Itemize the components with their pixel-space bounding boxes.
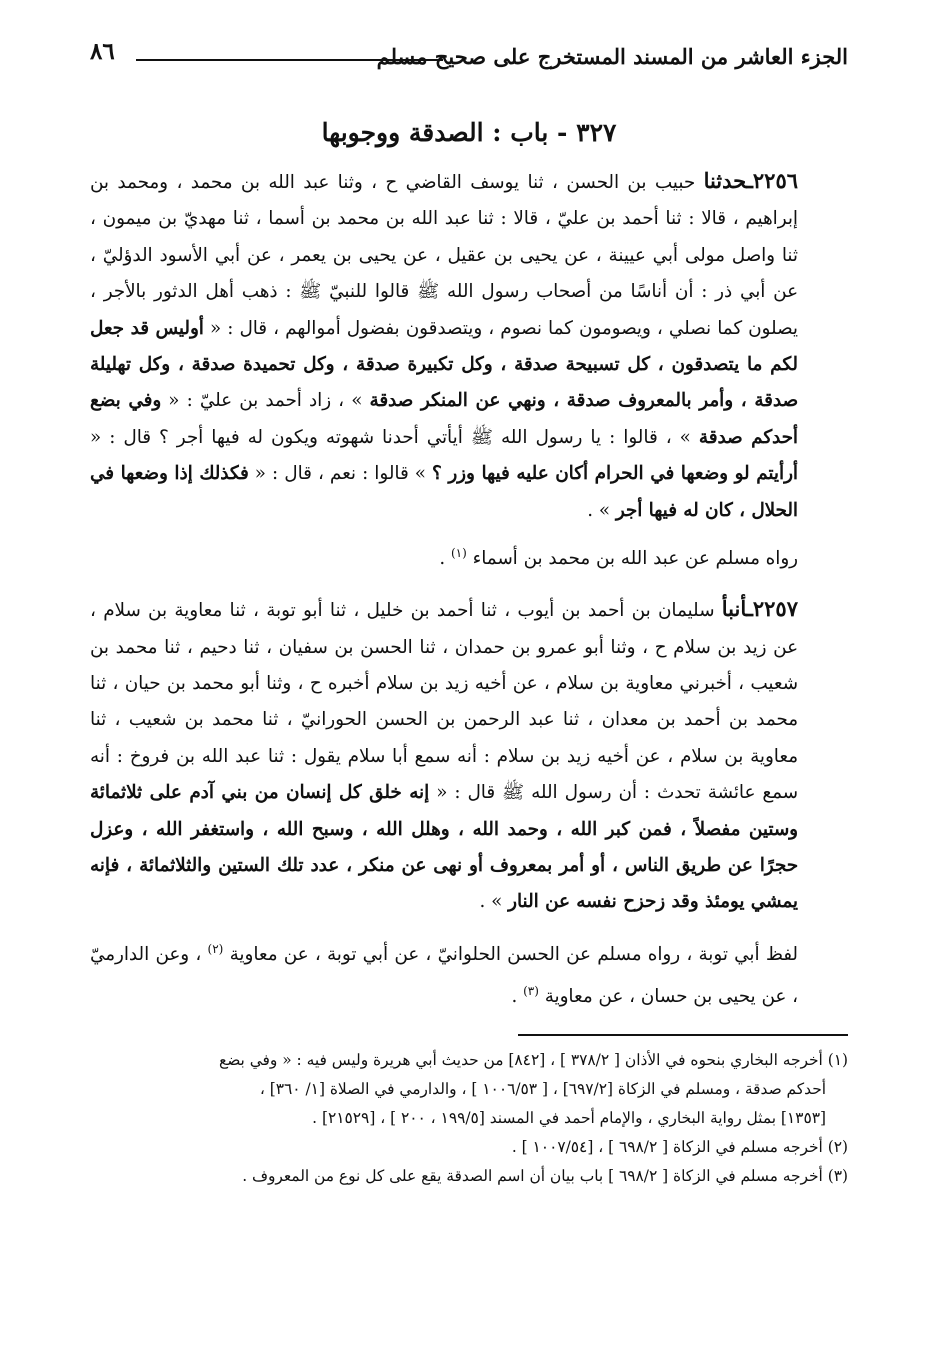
footnotes — [90, 1046, 848, 1191]
footnote-1-cont — [90, 1104, 848, 1133]
hadith-quote-bold: إنه خلق كل إنسان من بني آدم على ثلاثمائة وستين مفصلاً ، فمن كبر الله ، وحمد الله ، وهلل الله ، وسبح الله ، واستغفر الله ، وعزل حجرًا عن طريق الناس ، أو أمر بمعروف أو نهى عن منكر ، عدد تلك الستين والثلاثمائة ، فإنه يمشي يومئذ وقد زحزح نفسه عن النار — [90, 782, 798, 913]
hadith-quote-bold: وفي بضع أحدكم صدقة — [90, 390, 799, 448]
footnote-2 — [90, 1133, 848, 1162]
hadith-text: » ، قالوا : يا رسول الله ﷺ أيأتي أحدنا شهوته ويكون له فيها أجر ؟ قال : « — [90, 426, 699, 448]
riwaya-end: . — [439, 548, 451, 570]
riwaya-end: . — [511, 986, 524, 1008]
footnote-3 — [90, 1162, 848, 1191]
page-number: ٨٦ — [90, 38, 115, 65]
riwaya-text: ، وعن الدارميّ ، عن يحيى بن حسان ، عن معاوية — [90, 943, 798, 1008]
riwaya-note-2 — [90, 931, 848, 1016]
hadith-text: سليمان بن أحمد بن أيوب ، ثنا أحمد بن خليل ، ثنا أبو توبة ، ثنا معاوية بن سلام ، عن زيد بن سلام ح ، وثنا أبو عمرو بن حمدان ، ثنا الحسن بن سفيان ، ثنا دحيم ، ثنا محمد بن شعيب ، أخبرني معاوية بن سلام ، عن أخيه زيد بن سلام أخبره ح ، وثنا أبو محمد بن حيان ، ثنا محمد بن أحمد بن معدان ، ثنا عبد الرحمن بن الحسن الحورانيّ ، ثنا محمد بن شعيب ، ثنا معاوية بن سلام ، عن أخيه زيد بن سلام : أنه سمع أبا سلام يقول : ثنا عبد الله بن فروخ : أنه سمع عائشة تحدث : أن رسول الله ﷺ قال : « — [90, 600, 798, 804]
footnote-line: [١٣٥٣] بمثل رواية البخاري ، والإمام أحمد في المسند [١٩٩/٥ ، ٢٠٠ ] ، [٢١٥٢٩] . — [312, 1108, 826, 1127]
hadith-quote-bold: أوليس قد جعل لكم ما يتصدقون ، كل تسبيحة صدقة ، وكل تكبيرة صدقة ، وكل تحميدة صدقة ، وكل تهليلة صدقة ، وأمر بالمعروف صدقة ، ونهي عن المنكر صدقة — [90, 317, 798, 412]
running-header — [90, 34, 848, 82]
hadith-2257 — [90, 591, 848, 921]
hadith-lead-word: أنبأ — [721, 596, 747, 622]
footnote-separator — [518, 1034, 848, 1036]
hadith-text-line: الدؤليّ ، عن أبي ذر : أن أناسًا من أصحاب رسول الله ﷺ قالوا للنبيّ ﷺ : ذهب أهل الدثور — [90, 244, 798, 303]
hadith-text: » . — [587, 499, 616, 521]
footnote-line: (٢) أخرجه مسلم في الزكاة [ ٦٩٨/٢ ] ، [١٠٠٧/٥٤ ] . — [511, 1137, 848, 1156]
hadith-lead-word: حدثنا — [703, 168, 747, 193]
riwaya-note-1 — [90, 535, 848, 577]
hadith-quote-bold: فكذلك إذا وضعها في الحلال ، كان له فيها أجر — [90, 463, 798, 521]
hadith-quote-bold: أرأيتم لو وضعها في الحرام أكان عليه فيها وزر ؟ — [432, 463, 798, 485]
footnote-ref: (٣) — [523, 984, 539, 999]
riwaya-text: لفظ أبي توبة ، رواه مسلم عن الحسن الحلوانيّ ، عن أبي توبة ، عن معاوية — [223, 943, 799, 965]
hadith-number: ٢٢٥٧ـ — [746, 596, 798, 622]
hadith-text: » . — [479, 891, 509, 913]
hadith-text: » ، زاد أحمد بن عليّ : « — [161, 390, 370, 412]
footnote-line: (١) أخرجه البخاري بنحوه في الأذان [ ٣٧٨/٢ ] ، [٨٤٢] من حديث أبي هريرة وليس فيه : « وفي بضع — [219, 1050, 848, 1069]
hadith-text-line: بالأجر ، يصلون كما نصلي ، ويصومون كما نصوم ، ويتصدقون بفضول أموالهم ، قال : « — [90, 281, 798, 339]
hadith-number: ٢٢٥٦ـ — [746, 168, 799, 193]
footnote-1-cont — [90, 1075, 848, 1104]
header-rule — [136, 59, 443, 61]
hadith-2256 — [90, 163, 848, 529]
hadith-text-line: ميمون ، ثنا واصل مولى أبي عيينة ، عن يحيى بن عقيل ، عن يحيى بن يعمر ، عن أبي الأسود — [90, 208, 799, 266]
hadith-text-line: حبيب بن الحسن ، ثنا يوسف القاضي ح ، وثنا عبد الله بن محمد ، — [176, 172, 704, 193]
chapter-title: ٣٢٧ - باب : الصدقة ووجوبها — [321, 118, 617, 147]
footnote-ref: (١) — [450, 546, 467, 561]
riwaya-text: رواه مسلم عن عبد الله بن محمد بن أسماء — [472, 548, 798, 570]
running-title: الجزء العاشر من المسند المستخرج على صحيح مسلم — [376, 44, 848, 69]
hadith-text: » قالوا : نعم ، قال : « — [248, 463, 433, 485]
footnote-line: (٣) أخرجه مسلم في الزكاة [ ٦٩٨/٢ ] باب بيان أن اسم الصدقة يقع على كل نوع من المعروف . — [242, 1166, 848, 1185]
footnote-ref: (٢) — [207, 941, 224, 956]
footnote-1 — [90, 1046, 848, 1075]
hadith-text-line: ومحمد بن إبراهيم ، قالا : ثنا أحمد بن عليّ ، قالا : ثنا عبد الله بن محمد بن أسما ، ثنا مهديّ بن — [90, 172, 799, 230]
footnote-line: أحدكم صدقة ، ومسلم في الزكاة [٦٩٧/٢] ، [ ١٠٠٦/٥٣ ] ، والدارمي في الصلاة [١/ ٣٦٠] ، — [259, 1079, 826, 1098]
